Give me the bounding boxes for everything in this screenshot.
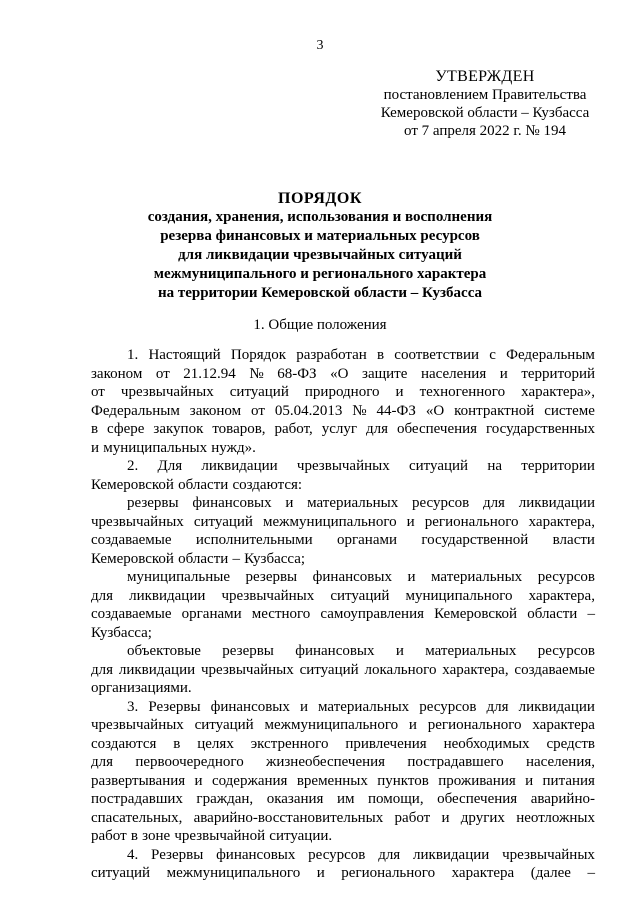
text-line: законом от 21.12.94 № 68-ФЗ «О защите населения и территорий bbox=[91, 365, 595, 382]
paragraph bbox=[91, 494, 595, 568]
text-line: создаваемые исполнительными органами государственной власти bbox=[91, 532, 595, 548]
document-title bbox=[0, 189, 640, 303]
approval-line-2: Кемеровской области – Кузбасса bbox=[380, 105, 590, 121]
paragraph bbox=[91, 846, 595, 883]
document-title-line: на территории Кемеровской области – Кузбасса bbox=[157, 285, 483, 301]
text-line: чрезвычайных ситуаций межмуниципального и регионального характера, bbox=[91, 513, 595, 530]
document-body bbox=[91, 346, 595, 883]
text-line: чрезвычайных ситуаций межмуниципального и регионального характера bbox=[91, 717, 595, 733]
document-title-main: ПОРЯДОК bbox=[278, 190, 362, 207]
document-title-line: межмуниципального и регионального характера bbox=[153, 266, 487, 282]
page-number: 3 bbox=[316, 38, 324, 53]
document-title-line: создания, хранения, использования и восполнения bbox=[147, 209, 493, 225]
paragraph bbox=[91, 457, 595, 494]
text-line: для ликвидации чрезвычайных ситуаций локального характера, создаваемые bbox=[91, 661, 595, 678]
approval-line-3: от 7 апреля 2022 г. № 194 bbox=[404, 123, 566, 139]
paragraph bbox=[91, 568, 595, 642]
paragraph bbox=[91, 346, 595, 457]
text-line: для ликвидации чрезвычайных ситуаций муниципального характера, bbox=[91, 587, 595, 604]
text-line: работ в зоне чрезвычайной ситуации. bbox=[91, 828, 333, 844]
section-heading: 1. Общие положения bbox=[253, 317, 387, 333]
text-line: муниципальные резервы финансовых и материальных ресурсов bbox=[127, 569, 595, 585]
text-line: пострадавших граждан, оказания им помощи, обеспечения аварийно- bbox=[91, 791, 595, 807]
document-title-line: для ликвидации чрезвычайных ситуаций bbox=[178, 247, 462, 263]
text-line: Федеральным законом от 05.04.2013 № 44-ФЗ «О контрактной системе bbox=[91, 402, 595, 419]
text-line: организациями. bbox=[91, 680, 192, 696]
paragraph bbox=[91, 642, 595, 698]
text-line: 1. Настоящий Порядок разработан в соответствии с Федеральным bbox=[127, 347, 595, 363]
text-line: Кемеровской области – Кузбасса; bbox=[91, 550, 306, 567]
text-line: для первоочередного жизнеобеспечения пострадавшего населения, bbox=[91, 754, 595, 770]
text-line: и муниципальных нужд». bbox=[91, 439, 256, 456]
text-line: 2. Для ликвидации чрезвычайных ситуаций на территории bbox=[127, 458, 595, 474]
text-line: развертывания и содержания временных пунктов проживания и питания bbox=[91, 772, 595, 789]
text-line: создаваемые органами местного самоуправления Кемеровской области – bbox=[91, 606, 595, 622]
text-line: ситуаций межмуниципального и регионального характера (далее – bbox=[91, 865, 595, 881]
paragraph bbox=[91, 698, 595, 846]
document-title-line: резерва финансовых и материальных ресурсов bbox=[160, 228, 480, 244]
text-line: Кузбасса; bbox=[91, 624, 152, 641]
text-line: от чрезвычайных ситуаций природного и техногенного характера», bbox=[91, 384, 595, 400]
text-line: 3. Резервы финансовых и материальных ресурсов для ликвидации bbox=[127, 698, 595, 715]
text-line: спасательных, аварийно-восстановительных работ и других неотложных bbox=[91, 809, 595, 826]
approval-block bbox=[365, 68, 605, 140]
text-line: создаются в целях экстренного привлечения необходимых средств bbox=[91, 735, 595, 752]
text-line: в сфере закупок товаров, работ, услуг для обеспечения государственных bbox=[91, 421, 595, 437]
text-line: 4. Резервы финансовых ресурсов для ликвидации чрезвычайных bbox=[127, 846, 595, 863]
text-line: резервы финансовых и материальных ресурсов для ликвидации bbox=[127, 495, 595, 511]
approval-line-1: постановлением Правительства bbox=[383, 87, 587, 103]
text-line: объектовые резервы финансовых и материальных ресурсов bbox=[127, 643, 595, 659]
approval-title: УТВЕРЖДЕН bbox=[435, 68, 535, 85]
text-line: Кемеровской области создаются: bbox=[91, 476, 303, 493]
